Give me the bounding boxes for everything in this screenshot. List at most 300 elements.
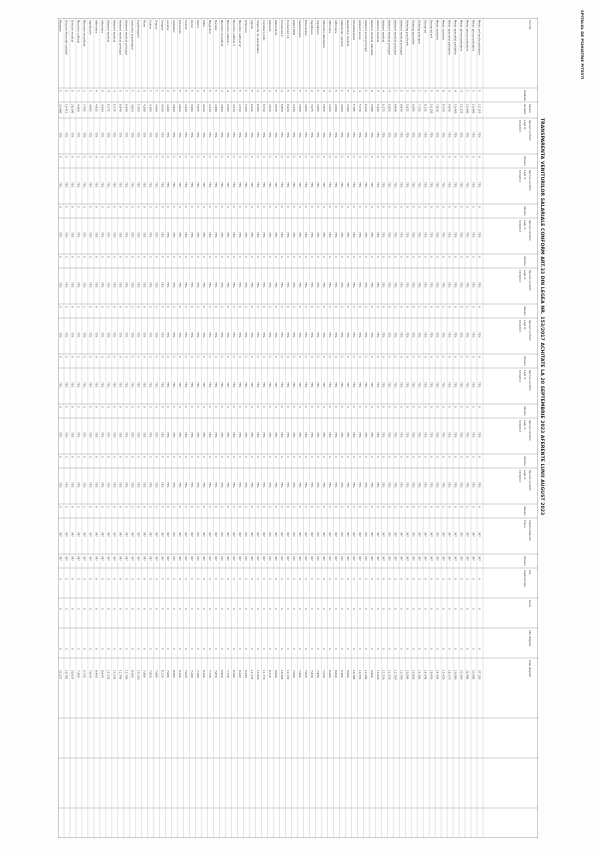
row-function: Medic primar psihiatrie	[465, 20, 470, 52]
row-garzi: 0	[256, 608, 260, 610]
row-garzi: 0	[136, 608, 140, 610]
row-spor-value: 0	[100, 456, 104, 458]
row-spor-value: 0	[453, 506, 457, 508]
row-garzi: 0	[196, 608, 200, 610]
row-spor-percent: 75%	[435, 132, 439, 138]
row-spor-value: 0	[142, 306, 146, 308]
row-base-salary: 5.305	[244, 104, 249, 112]
row-spor-value: 0	[459, 356, 463, 358]
row-spor-value: 0	[238, 506, 242, 508]
row-spor-percent: 75%	[172, 482, 176, 488]
row-spor-value: 0	[136, 356, 140, 358]
row-spor-value: 0	[477, 406, 481, 408]
row-spor-value: 0	[184, 156, 188, 158]
row-total: 8.120	[160, 670, 165, 678]
row-spor-percent: 75%	[411, 482, 415, 488]
row-spor-value: 0	[124, 456, 128, 458]
row-spor-value: 0	[453, 406, 457, 408]
row-function: Farmacist	[423, 20, 428, 33]
row-spor-value: 0	[106, 356, 110, 358]
row-spor-percent: 75%	[76, 132, 80, 138]
row-spor-value: 0	[429, 156, 433, 158]
row-spor-percent: 75%	[405, 432, 409, 438]
row-spor-percent: 75%	[112, 432, 116, 438]
row-spor-percent: 75%	[387, 232, 391, 238]
row-function: Asistent medical principal	[124, 20, 129, 55]
row-spor-percent: 75%	[262, 382, 266, 388]
row-spor-value: 0	[363, 356, 367, 358]
row-spor-value: 0	[166, 306, 170, 308]
row-spor-percent: 75%	[453, 332, 457, 338]
row-spor-percent: 75%	[291, 382, 295, 388]
row-spor-percent: 75%	[423, 482, 427, 488]
row-spor-percent: 75%	[262, 332, 266, 338]
row-spor-percent: 75%	[477, 282, 481, 288]
row-spor-percent: 75%	[387, 432, 391, 438]
row-spor-value: 0	[309, 356, 313, 358]
row-spor-value: 0	[184, 356, 188, 358]
row-spor-value: 0	[196, 206, 200, 208]
row-spor-value: 0	[94, 256, 98, 258]
row-spor-percent: 75%	[465, 182, 469, 188]
row-hrana: 347	[279, 532, 283, 537]
row-spor-percent: 75%	[124, 432, 128, 438]
row-spor-value: 0	[190, 506, 194, 508]
row-spor-value: 0	[166, 406, 170, 408]
row-spor-percent: 75%	[268, 382, 272, 388]
row-spor-value: 0	[112, 306, 116, 308]
row-spor-value: 0	[238, 256, 242, 258]
row-garzi: 0	[268, 608, 272, 610]
row-spor-value: 0	[465, 206, 469, 208]
row-spor-value: 0	[339, 456, 343, 458]
row-spor-value: 0	[321, 156, 325, 158]
row-spor-percent: 75%	[279, 432, 283, 438]
row-spor-percent: 75%	[321, 382, 325, 388]
row-function: Asistent social principal	[363, 20, 368, 52]
row-spor-value: 0	[100, 406, 104, 408]
row-spor-value: 0	[196, 306, 200, 308]
column-header: Salariu	[528, 104, 531, 113]
row-grade: 5	[172, 90, 177, 92]
row-overtime: 0	[417, 578, 421, 580]
row-spor-value: 0	[387, 456, 391, 458]
column-header: Valoare	[523, 156, 526, 166]
row-total: 8.260	[172, 670, 177, 678]
row-spor-value: 0	[142, 406, 146, 408]
row-spor-percent: 75%	[435, 332, 439, 338]
row-garzi: 0	[70, 608, 74, 610]
row-overtime: 0	[262, 578, 266, 580]
row-overtime: 0	[58, 578, 62, 580]
row-spor-value: 0	[172, 306, 176, 308]
row-base-salary: 5.080	[369, 104, 374, 112]
row-total: 8.100	[232, 670, 237, 678]
row-function: Referent IA	[273, 20, 278, 35]
row-spor-value: 0	[279, 456, 283, 458]
row-garzi: 0	[399, 608, 403, 610]
row-spor-percent: 75%	[429, 332, 433, 338]
row-spor-percent: 75%	[106, 432, 110, 438]
row-spor-value: 0	[441, 356, 445, 358]
row-spor-percent: 75%	[447, 132, 451, 138]
row-spor-percent: 75%	[429, 482, 433, 488]
row-function: Consilier juridic	[262, 20, 267, 41]
row-hrana-value: 347	[393, 556, 397, 561]
row-spor-percent: 75%	[130, 132, 134, 138]
row-spor-percent: 75%	[262, 482, 266, 488]
row-total: 11.530	[112, 670, 117, 680]
row-spor-percent: 75%	[303, 332, 307, 338]
row-spor-percent: 75%	[309, 182, 313, 188]
row-hrana-value: 347	[363, 556, 367, 561]
row-spor-value: 0	[447, 456, 451, 458]
row-spor-percent: 75%	[178, 282, 182, 288]
row-spor-percent: 75%	[202, 182, 206, 188]
row-hrana-value: 347	[351, 556, 355, 561]
row-other: 0	[148, 648, 152, 650]
row-spor-value: 0	[417, 506, 421, 508]
row-spor-percent: 75%	[273, 282, 277, 288]
row-spor-percent: 75%	[279, 232, 283, 238]
row-spor-percent: 75%	[100, 132, 104, 138]
row-spor-percent: 75%	[94, 382, 98, 388]
row-spor-percent: 75%	[262, 232, 266, 238]
row-spor-percent: 75%	[190, 432, 194, 438]
row-spor-value: 0	[118, 506, 122, 508]
row-spor-percent: 75%	[315, 332, 319, 338]
row-spor-percent: 75%	[106, 132, 110, 138]
row-spor-value: 0	[112, 356, 116, 358]
row-spor-percent: 75%	[256, 132, 260, 138]
row-spor-percent: 75%	[363, 282, 367, 288]
row-spor-percent: 75%	[214, 132, 218, 138]
row-other: 0	[88, 648, 92, 650]
row-spor-value: 0	[429, 306, 433, 308]
row-base-salary: 7.810	[435, 104, 440, 112]
row-spor-value: 0	[172, 456, 176, 458]
row-overtime: 0	[184, 578, 188, 580]
row-spor-percent: 75%	[250, 182, 254, 188]
row-spor-value: 0	[208, 256, 212, 258]
row-base-salary: 4.560	[333, 104, 338, 112]
row-spor-value: 0	[268, 256, 272, 258]
row-total: 7.730	[226, 670, 231, 678]
row-spor-percent: 75%	[471, 132, 475, 138]
row-overtime: 0	[136, 578, 140, 580]
row-spor-value: 0	[76, 356, 80, 358]
row-total: 27.150	[477, 670, 482, 680]
row-overtime: 0	[208, 578, 212, 580]
row-spor-value: 0	[220, 256, 224, 258]
row-grade: 5	[315, 90, 320, 92]
row-spor-percent: 75%	[465, 282, 469, 288]
row-garzi: 0	[453, 608, 457, 610]
row-hrana-value: 347	[76, 556, 80, 561]
row-spor-value: 0	[76, 206, 80, 208]
row-grade: 4	[256, 90, 261, 92]
row-total: 8.100	[202, 670, 207, 678]
row-spor-value: 0	[381, 356, 385, 358]
row-spor-value: 0	[220, 506, 224, 508]
row-hrana: 347	[154, 532, 158, 537]
row-grade: 4	[196, 90, 201, 92]
row-garzi: 0	[471, 608, 475, 610]
row-spor-value: 0	[262, 156, 266, 158]
row-hrana: 347	[244, 532, 248, 537]
row-spor-percent: 75%	[136, 482, 140, 488]
row-spor-value: 0	[166, 156, 170, 158]
row-function: Muncitor calificat IV	[238, 20, 243, 47]
row-spor-value: 0	[453, 456, 457, 458]
row-spor-value: 0	[112, 506, 116, 508]
row-spor-percent: 75%	[393, 282, 397, 288]
row-spor-percent: 75%	[285, 282, 289, 288]
row-spor-value: 0	[423, 406, 427, 408]
row-spor-percent: 75%	[441, 382, 445, 388]
row-hrana-value: 347	[184, 556, 188, 561]
row-function: Psiholog principal	[417, 20, 422, 44]
row-total: 8.960	[345, 670, 350, 678]
row-hrana: 347	[178, 532, 182, 537]
row-spor-percent: 75%	[363, 432, 367, 438]
row-base-salary: 6.905	[411, 104, 416, 112]
row-spor-value: 0	[351, 206, 355, 208]
row-overtime: 0	[435, 578, 439, 580]
row-function: Asistent medical principal	[387, 20, 392, 55]
row-spor-percent: 75%	[190, 332, 194, 338]
row-spor-value: 0	[58, 156, 62, 158]
row-hrana: 347	[303, 532, 307, 537]
row-spor-percent: 75%	[345, 332, 349, 338]
row-garzi: 0	[190, 608, 194, 610]
row-grade: 3	[405, 90, 410, 92]
row-spor-percent: 75%	[106, 282, 110, 288]
row-spor-value: 0	[291, 306, 295, 308]
row-grade: 4	[106, 90, 111, 92]
row-function: Statistician medical	[339, 20, 344, 47]
row-spor-percent: 75%	[232, 432, 236, 438]
row-spor-percent: 75%	[262, 132, 266, 138]
row-hrana: 347	[273, 532, 277, 537]
row-spor-value: 0	[369, 356, 373, 358]
row-spor-percent: 75%	[465, 382, 469, 388]
row-spor-percent: 75%	[375, 332, 379, 338]
document-title: TRANSPARENTA VENITURILOR SALARIALE CONFORM ART.33 DIN LEGEA NR. 153/2017 ACHITATE LA 20 SEPTEMBRIE 2023 AFERENTE LUNII AUGUST 2023	[539, 118, 544, 516]
row-spor-percent: 75%	[423, 182, 427, 188]
row-grade: 5	[64, 90, 69, 92]
row-spor-percent: 75%	[208, 282, 212, 288]
row-garzi: 0	[214, 608, 218, 610]
row-spor-percent: 75%	[142, 432, 146, 438]
row-total: 6.950	[220, 670, 225, 678]
row-overtime: 0	[214, 578, 218, 580]
row-hrana-value: 347	[297, 556, 301, 561]
row-spor-value: 0	[399, 406, 403, 408]
column-header: Legii nr.	[523, 270, 526, 281]
row-spor-value: 0	[393, 406, 397, 408]
row-spor-value: 0	[238, 156, 242, 158]
row-spor-value: 0	[232, 356, 236, 358]
row-spor-value: 0	[387, 156, 391, 158]
row-base-salary: 3.975	[196, 104, 201, 112]
row-spor-value: 0	[148, 156, 152, 158]
row-spor-percent: 75%	[256, 232, 260, 238]
row-spor-percent: 75%	[327, 132, 331, 138]
row-spor-percent: 75%	[256, 482, 260, 488]
row-garzi: 0	[106, 608, 110, 610]
row-spor-percent: 75%	[130, 282, 134, 288]
row-spor-value: 0	[345, 506, 349, 508]
row-base-salary: 12.335	[459, 104, 464, 114]
row-spor-percent: 75%	[100, 332, 104, 338]
row-spor-percent: 75%	[339, 432, 343, 438]
row-spor-value: 0	[58, 206, 62, 208]
row-spor-value: 0	[333, 456, 337, 458]
row-hrana-value: 347	[238, 556, 242, 561]
row-spor-value: 0	[399, 356, 403, 358]
row-hrana-value: 347	[220, 556, 224, 561]
row-spor-percent: 75%	[202, 482, 206, 488]
row-spor-percent: 75%	[232, 182, 236, 188]
row-hrana: 347	[381, 532, 385, 537]
row-base-salary: 4.760	[345, 104, 350, 112]
column-header: Legii nr.	[523, 170, 526, 181]
row-spor-value: 0	[303, 156, 307, 158]
row-spor-percent: 75%	[291, 482, 295, 488]
row-spor-percent: 75%	[453, 282, 457, 288]
row-grade: 5	[273, 90, 278, 92]
row-spor-value: 0	[387, 256, 391, 258]
row-spor-value: 0	[94, 456, 98, 458]
row-overtime: 0	[154, 578, 158, 580]
row-total: 7.660	[297, 670, 302, 678]
row-other: 0	[70, 648, 74, 650]
row-spor-value: 0	[262, 506, 266, 508]
row-spor-percent: 75%	[423, 282, 427, 288]
row-function: Infirmiera	[100, 20, 105, 34]
row-total: 9.360	[339, 670, 344, 678]
row-function: Sofer	[202, 20, 207, 28]
row-spor-percent: 75%	[118, 482, 122, 488]
row-spor-percent: 75%	[309, 332, 313, 338]
row-other: 0	[202, 648, 206, 650]
row-spor-percent: 75%	[160, 132, 164, 138]
row-spor-percent: 75%	[351, 182, 355, 188]
row-spor-percent: 75%	[214, 482, 218, 488]
row-spor-value: 0	[393, 256, 397, 258]
row-base-salary: 8.115	[423, 104, 428, 112]
row-overtime: 0	[327, 578, 331, 580]
row-spor-value: 0	[226, 406, 230, 408]
row-garzi: 0	[411, 608, 415, 610]
row-spor-value: 0	[142, 506, 146, 508]
row-spor-value: 0	[64, 256, 68, 258]
row-spor-value: 0	[351, 456, 355, 458]
row-garzi: 0	[357, 608, 361, 610]
row-base-salary: 4.380	[214, 104, 219, 112]
row-spor-percent: 75%	[297, 182, 301, 188]
row-total: 11.530	[381, 670, 386, 680]
row-spor-percent: 75%	[381, 232, 385, 238]
row-spor-percent: 75%	[435, 232, 439, 238]
row-spor-value: 0	[178, 356, 182, 358]
row-garzi: 0	[208, 608, 212, 610]
row-spor-value: 0	[124, 406, 128, 408]
row-spor-value: 0	[411, 306, 415, 308]
row-hrana: 347	[309, 532, 313, 537]
row-spor-value: 0	[100, 506, 104, 508]
row-spor-percent: 75%	[441, 432, 445, 438]
row-hrana: 347	[190, 532, 194, 537]
row-spor-value: 0	[297, 256, 301, 258]
row-spor-percent: 75%	[76, 332, 80, 338]
row-spor-value: 0	[244, 456, 248, 458]
row-spor-percent: 75%	[250, 232, 254, 238]
row-spor-value: 0	[190, 406, 194, 408]
row-spor-percent: 75%	[226, 282, 230, 288]
row-spor-percent: 75%	[447, 482, 451, 488]
column-header: Legii nr.	[523, 370, 526, 381]
row-other: 0	[190, 648, 194, 650]
row-hrana-value: 347	[273, 556, 277, 561]
row-hrana-value: 347	[70, 556, 74, 561]
row-spor-percent: 75%	[387, 382, 391, 388]
row-spor-value: 0	[309, 456, 313, 458]
row-spor-percent: 75%	[232, 382, 236, 388]
row-overtime: 0	[220, 578, 224, 580]
row-spor-value: 0	[130, 306, 134, 308]
row-other: 0	[441, 648, 445, 650]
row-spor-percent: 75%	[58, 482, 62, 488]
row-function: Muncitor calificat II	[232, 20, 237, 46]
row-other: 0	[82, 648, 86, 650]
row-spor-percent: 75%	[178, 482, 182, 488]
row-garzi: 0	[465, 608, 469, 610]
row-other: 0	[435, 648, 439, 650]
row-function: Fochist	[184, 20, 189, 30]
row-hrana-value: 347	[339, 556, 343, 561]
row-spor-percent: 75%	[238, 332, 242, 338]
row-total: 19.762	[64, 670, 69, 680]
column-header: Legii nr.	[523, 320, 526, 331]
row-garzi: 0	[94, 608, 98, 610]
row-garzi: 0	[184, 608, 188, 610]
row-spor-percent: 75%	[190, 382, 194, 388]
row-spor-percent: 75%	[82, 182, 86, 188]
row-spor-value: 0	[130, 456, 134, 458]
row-spor-percent: 75%	[297, 432, 301, 438]
row-overtime: 0	[399, 578, 403, 580]
row-spor-value: 0	[154, 356, 158, 358]
row-spor-percent: 75%	[381, 282, 385, 288]
row-spor-value: 0	[208, 506, 212, 508]
row-spor-percent: 75%	[387, 182, 391, 188]
row-spor-percent: 75%	[76, 282, 80, 288]
row-garzi: 0	[220, 608, 224, 610]
row-spor-value: 0	[166, 206, 170, 208]
row-hrana-value: 347	[399, 556, 403, 561]
row-grade: 5	[297, 90, 302, 92]
row-spor-value: 0	[70, 156, 74, 158]
row-spor-value: 0	[327, 256, 331, 258]
column-header: 153/2017	[518, 420, 521, 433]
row-spor-percent: 75%	[411, 332, 415, 338]
row-grade: 5	[70, 90, 75, 92]
row-overtime: 0	[70, 578, 74, 580]
row-other: 0	[471, 648, 475, 650]
row-hrana: 347	[88, 532, 92, 537]
